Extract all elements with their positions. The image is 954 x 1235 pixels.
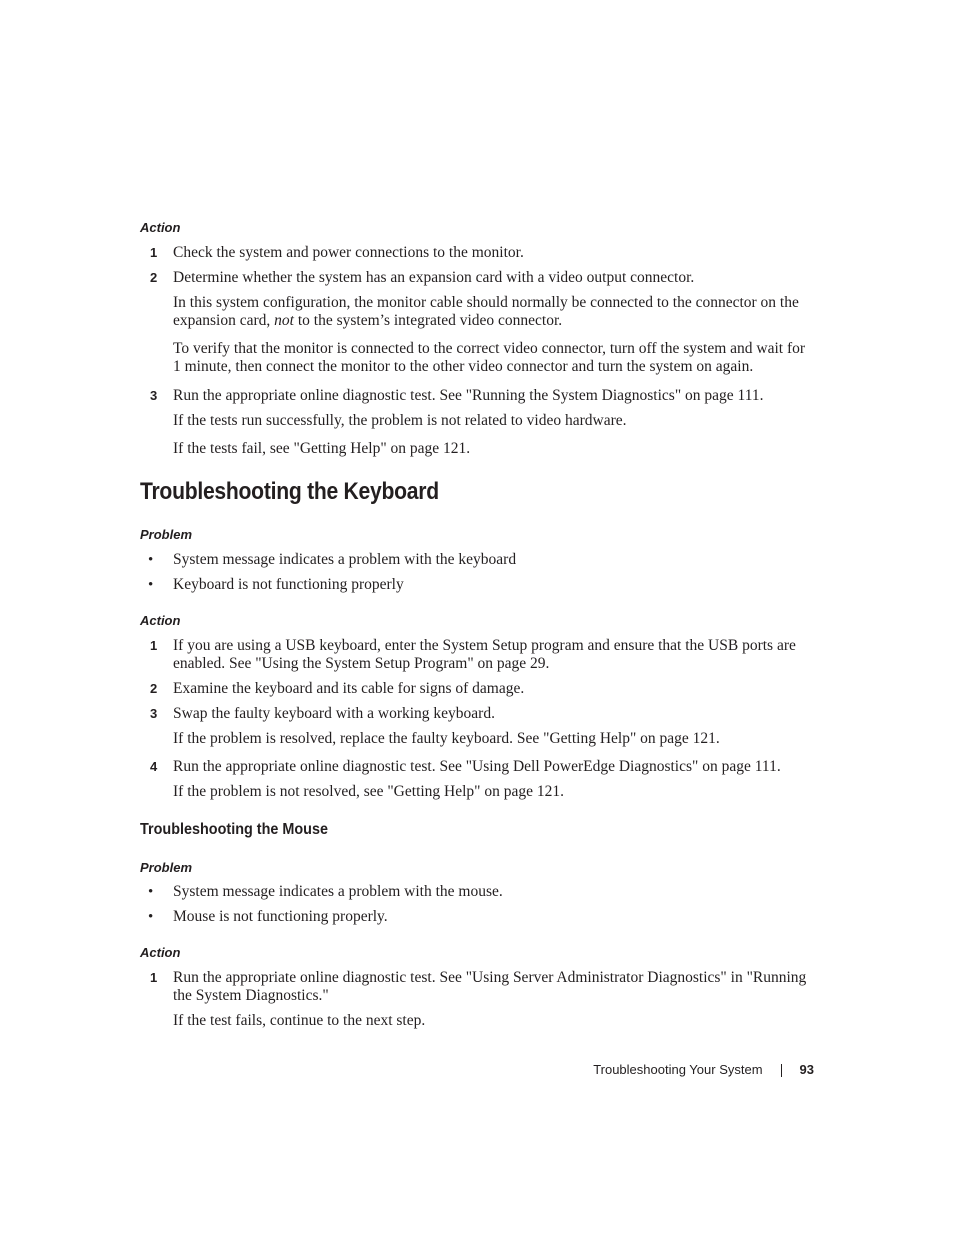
problem-label: Problem: [140, 527, 193, 542]
bullet-icon: •: [148, 909, 154, 925]
step-number: 1: [150, 970, 158, 985]
bullet-item: [140, 908, 815, 926]
step-number: 1: [150, 245, 158, 260]
page-footer: [593, 1062, 814, 1078]
bullet-text: Keyboard is not functioning properly: [173, 576, 404, 593]
para-text: to the system’s integrated video connector.: [293, 312, 563, 329]
footer-divider: [781, 1064, 782, 1077]
list-item: [140, 387, 815, 405]
bullet-icon: •: [148, 577, 154, 593]
list-item: [140, 758, 815, 776]
bullet-icon: •: [148, 884, 154, 900]
bullet-text: System message indicates a problem with the keyboard: [173, 551, 517, 568]
footer-chapter-title: Troubleshooting Your System: [593, 1062, 763, 1077]
list-item: [140, 244, 815, 262]
step-text: Determine whether the system has an expansion card with a video output connector.: [173, 269, 695, 286]
step-text: If you are using a USB keyboard, enter the System Setup program and ensure that the USB ports are enabled. See "Using the System Setup Program" on page 29.: [173, 637, 796, 672]
step-text: Check the system and power connections to the monitor.: [173, 244, 524, 261]
action-label: Action: [140, 220, 181, 235]
emphasis-text: not: [274, 312, 294, 329]
bullet-icon: •: [148, 552, 154, 568]
step-text: Swap the faulty keyboard with a working keyboard.: [173, 705, 495, 722]
action-label: Action: [140, 945, 181, 960]
problem-label: Problem: [140, 860, 193, 875]
para-text: In this system configuration, the monitor cable should normally be connected to the connector on the expansion card,: [173, 294, 799, 329]
step-number: 2: [150, 270, 158, 285]
step-paragraph: If the tests fail, see "Getting Help" on page 121.: [173, 440, 471, 457]
section-heading-mouse: Troubleshooting the Mouse: [140, 821, 329, 838]
section-heading-keyboard: Troubleshooting the Keyboard: [140, 478, 439, 505]
step-paragraph: If the problem is resolved, replace the faulty keyboard. See "Getting Help" on page 121.: [173, 730, 720, 747]
action-label: Action: [140, 613, 181, 628]
bullet-text: Mouse is not functioning properly.: [173, 908, 388, 925]
step-number: 2: [150, 681, 158, 696]
bullet-text: System message indicates a problem with the mouse.: [173, 883, 503, 900]
bullet-item: [140, 576, 815, 594]
step-paragraph: To verify that the monitor is connected to the correct video connector, turn off the system and wait for 1 minute, then connect the monitor to the other video connector and turn the system on again.: [173, 340, 806, 375]
list-item: [140, 269, 815, 287]
bullet-item: [140, 883, 815, 901]
list-item: [140, 680, 815, 698]
list-item: [140, 637, 815, 673]
step-number: 1: [150, 638, 158, 653]
step-paragraph: [173, 294, 815, 330]
step-number: 3: [150, 388, 158, 403]
list-item: [140, 705, 815, 723]
step-number: 3: [150, 706, 158, 721]
step-text: Examine the keyboard and its cable for signs of damage.: [173, 680, 525, 697]
step-paragraph: If the test fails, continue to the next step.: [173, 1012, 426, 1029]
step-text: Run the appropriate online diagnostic test. See "Using Server Administrator Diagnostics" in "Running the System Diagnostics.": [173, 969, 807, 1004]
step-paragraph: If the problem is not resolved, see "Getting Help" on page 121.: [173, 783, 565, 800]
page-number: 93: [799, 1062, 814, 1077]
bullet-item: [140, 551, 815, 569]
step-paragraph: If the tests run successfully, the problem is not related to video hardware.: [173, 412, 627, 429]
step-number: 4: [150, 759, 158, 774]
list-item: [140, 969, 815, 1005]
step-text: Run the appropriate online diagnostic test. See "Running the System Diagnostics" on page 111.: [173, 387, 764, 404]
step-text: Run the appropriate online diagnostic test. See "Using Dell PowerEdge Diagnostics" on page 111.: [173, 758, 781, 775]
